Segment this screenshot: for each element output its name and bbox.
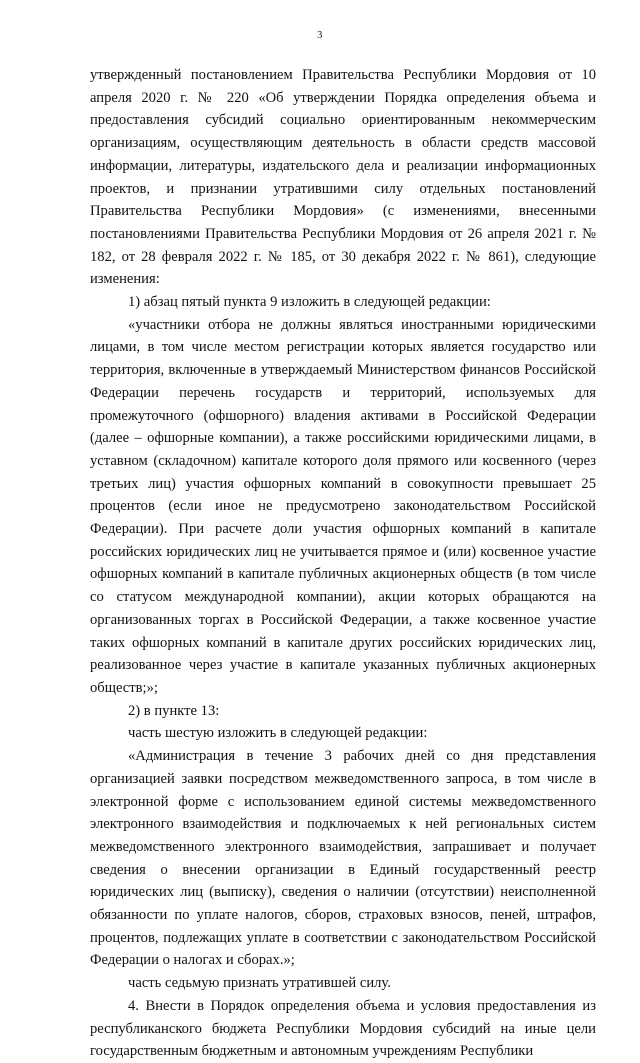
paragraph-item-2: 2) в пункте 13:: [128, 702, 220, 719]
paragraph-item-1: 1) абзац пятый пункта 9 изложить в следующей редакции:: [128, 294, 491, 311]
page-number: 3: [317, 30, 323, 41]
paragraph-part-six: часть шестую изложить в следующей редакции:: [128, 725, 428, 742]
paragraph-quote-offshore: «участники отбора не должны являться иностранными юридическими лицами, в том числе местом регистрации которых является государство или территория, включенные в утверждаемый Министерством финансов Российской Федерации перечень государств и территорий, используемых для промежуточного (офшорного) владения активами в Российской Федерации (далее – офшорные компании), а также российскими юридическими лицами, в уставном (складочном) капитале которого доля прямого или косвенного (через третьих лиц) участия офшорных компаний в совокупности превышает 25 процентов (если иное не предусмотрено законодательством Российской Федерации). При расчете доли участия офшорных компаний в капитале российских юридических лиц не учитывается прямое и (или) косвенное участие офшорных компаний в капитале публичных акционерных обществ (в том числе со статусом международной компании), акции которых обращаются на организованных торгах в Российской Федерации, а также косвенное участие таких офшорных компаний в капитале других российских юридических лиц, реализованное через участие в капитале указанных публичных акционерных обществ;»;: [90, 316, 596, 696]
paragraph-part-seven: часть седьмую признать утратившей силу.: [128, 975, 391, 992]
document-body: [90, 64, 596, 1063]
paragraph-section-4: 4. Внести в Порядок определения объема и условия предоставления из республиканского бюджета Республики Мордовия субсидий на иные цели государственным бюджетным и автономным учреждениям Республики: [90, 997, 596, 1060]
paragraph-quote-administration: «Администрация в течение 3 рабочих дней со дня представления организацией заявки посредством межведомственного запроса, в том числе в электронной форме с использованием единой системы межведомственного электронного взаимодействия и подключаемых к ней региональных систем межведомственного электронного взаимодействия, запрашивает и получает сведения о внесении организации в Единый государственный реестр юридических лиц (выписку), сведения о наличии (отсутствии) неисполненной обязанности по уплате налогов, сборов, страховых взносов, пеней, штрафов, процентов, подлежащих уплате в соответствии с законодательством Российской Федерации о налогах и сборах.»;: [90, 748, 596, 969]
paragraph-amendment-intro: утвержденный постановлением Правительства Республики Мордовия от 10 апреля 2020 г. № 220 «Об утверждении Порядка определения объема и предоставления субсидий социально ориентированным некоммерческим организациям, осуществляющим деятельность в области средств массовой информации, литературы, издательского дела и реализации информационных проектов, и признании утратившими силу отдельных постановлений Правительства Республики Мордовия» (с изменениями, внесенными постановлениями Правительства Республики Мордовия от 26 апреля 2021 г. № 182, от 28 февраля 2022 г. № 185, от 30 декабря 2022 г. № 861), следующие изменения:: [90, 67, 596, 288]
